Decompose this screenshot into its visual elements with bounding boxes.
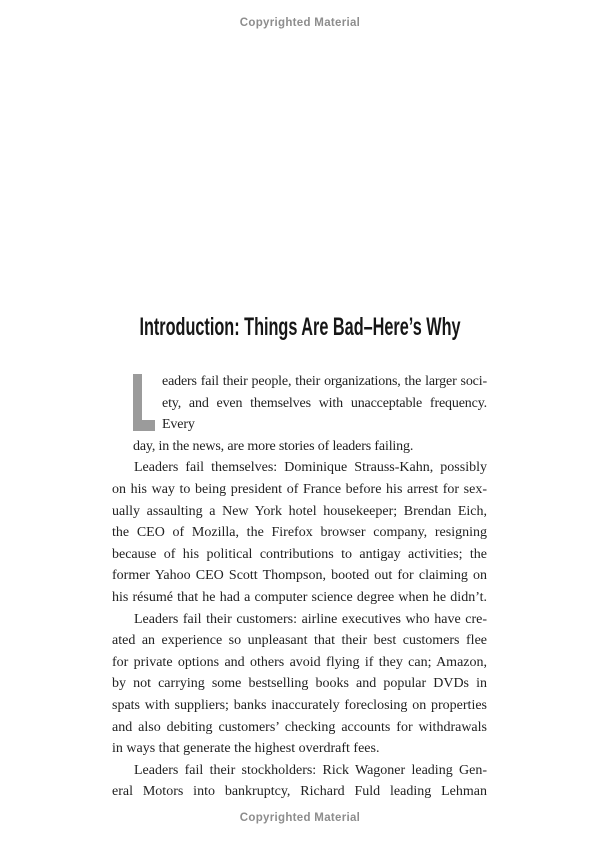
paragraph <box>112 760 487 803</box>
text-line: his résumé that he had a computer science degree when he didn’t. <box>112 589 487 605</box>
paragraph <box>112 609 487 760</box>
text-line: the CEO of Mozilla, the Firefox browser company, resigning <box>112 525 487 541</box>
chapter-title: Introduction: Things Are Bad–Here’s Why <box>139 312 461 341</box>
text-line: Leaders fail their stockholders: Rick Wagoner leading Gen- <box>134 762 487 778</box>
text-line: Leaders fail themselves: Dominique Strauss-Kahn, possibly <box>134 460 487 476</box>
copyright-notice-bottom: Copyrighted Material <box>239 812 361 824</box>
body-text <box>112 371 487 803</box>
text-line: eaders fail their people, their organizations, the larger soci- <box>162 374 487 389</box>
drop-cap-letter <box>133 374 155 431</box>
paragraph <box>112 457 487 608</box>
copyright-notice-top: Copyrighted Material <box>239 17 361 29</box>
paragraph <box>133 371 487 457</box>
text-line: in ways that generate the highest overdraft fees. <box>112 741 380 757</box>
text-line: by not carrying some bestselling books and popular DVDs in <box>112 676 487 692</box>
text-line: spats with suppliers; banks inaccurately foreclosing on properties <box>112 697 487 713</box>
text-line: former Yahoo CEO Scott Thompson, booted out for claiming on <box>112 568 487 584</box>
text-line: and also debiting customers’ checking accounts for withdrawals <box>112 719 487 735</box>
text-line: because of his political contributions to antigay activities; the <box>112 546 487 562</box>
text-line: Leaders fail their customers: airline executives who have cre- <box>134 611 487 627</box>
text-line: on his way to being president of France before his arrest for sex- <box>112 481 487 497</box>
text-line: eral Motors into bankruptcy, Richard Fuld leading Lehman <box>112 784 487 800</box>
text-line: for private options and others avoid flying if they can; Amazon, <box>112 654 487 670</box>
text-line: ually assaulting a New York hotel housekeeper; Brendan Eich, <box>112 503 487 519</box>
text-line: ety, and even themselves with unacceptable frequency. Every <box>162 395 487 433</box>
text-line: day, in the news, are more stories of leaders failing. <box>133 438 414 454</box>
text-line: ated an experience so unpleasant that their best customers flee <box>112 633 487 649</box>
